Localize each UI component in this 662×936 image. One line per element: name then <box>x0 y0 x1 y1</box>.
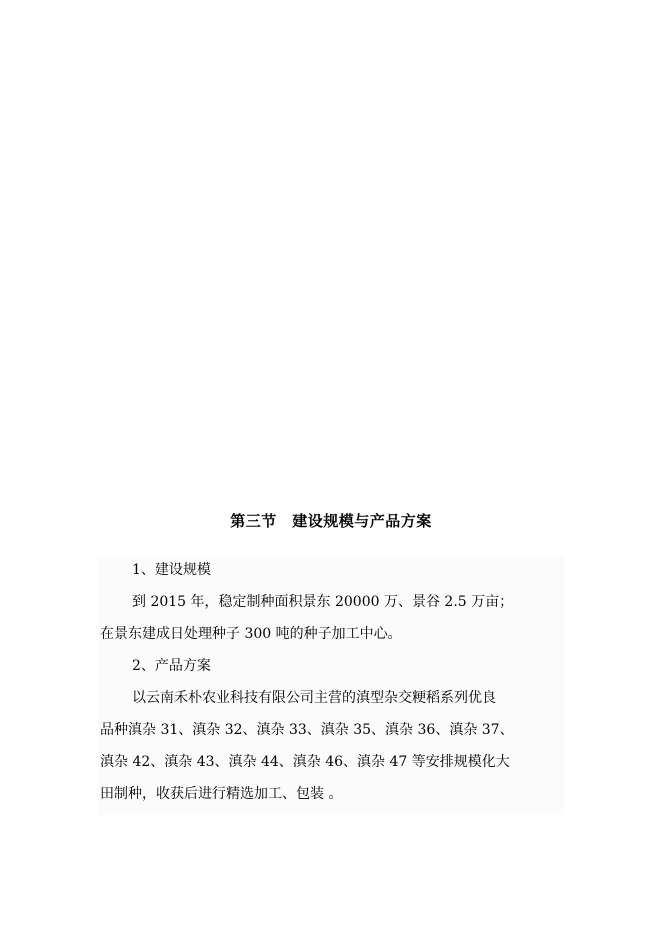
section-title: 第三节 建设规模与产品方案 <box>230 512 432 530</box>
product-paragraph-line-2: 品种滇杂 31、滇杂 32、滇杂 33、滇杂 35、滇杂 36、滇杂 37、 <box>100 722 514 738</box>
product-paragraph-line-1: 以云南禾朴农业科技有限公司主营的滇型杂交粳稻系列优良 <box>132 690 496 706</box>
scale-paragraph-line-1: 到 2015 年，稳定制种面积景东 20000 万、景谷 2.5 万亩； <box>132 594 514 610</box>
heading-construction-scale: 1、建设规模 <box>132 562 211 578</box>
product-paragraph-line-3: 滇杂 42、滇杂 43、滇杂 44、滇杂 46、滇杂 47 等安排规模化大 <box>100 754 510 770</box>
scale-paragraph-line-2: 在景东建成日处理种子 300 吨的种子加工中心。 <box>100 626 402 642</box>
heading-product-plan: 2、产品方案 <box>132 658 211 674</box>
product-paragraph-line-4: 田制种，收获后进行精选加工、包装 。 <box>100 786 343 802</box>
